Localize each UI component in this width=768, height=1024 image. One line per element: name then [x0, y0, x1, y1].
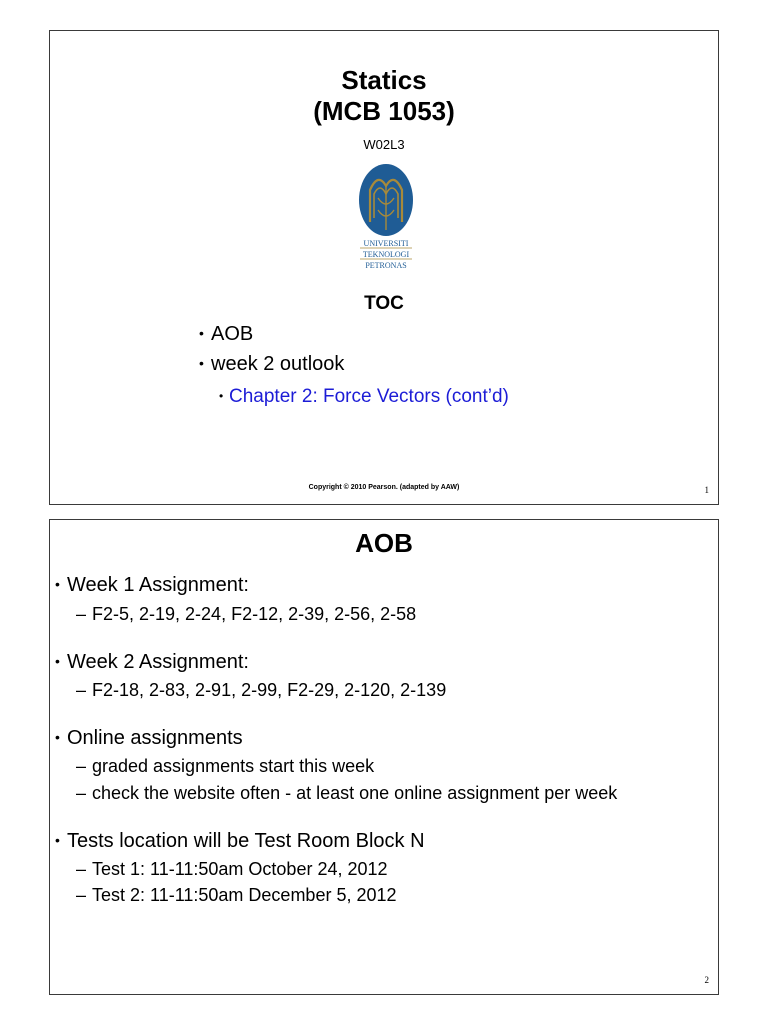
sub-item [76, 756, 374, 777]
lecture-code: W02L3 [363, 137, 405, 152]
list-item-label: Week 1 Assignment: [67, 574, 249, 596]
logo-text-3: PETRONAS [365, 261, 407, 270]
list-item-label: Online assignments [67, 727, 243, 749]
slide-2 [49, 519, 719, 995]
toc-sub-item [219, 386, 509, 408]
dash-marker: – [76, 680, 87, 700]
sub-item [76, 885, 397, 906]
slide-1 [49, 30, 719, 505]
dash-marker: – [76, 604, 87, 624]
dash-marker: – [76, 859, 87, 879]
bullet: • [55, 729, 60, 745]
bullet: • [55, 576, 60, 592]
bullet: • [199, 355, 204, 371]
list-item-label: Tests location will be Test Room Block N [67, 830, 425, 852]
sub-item [76, 604, 416, 625]
list-item [55, 727, 243, 750]
list-item [55, 830, 425, 853]
sub-item-label: Test 1: 11-11:50am October 24, 2012 [92, 859, 388, 879]
page-number: 2 [704, 975, 709, 985]
dash-marker: – [76, 783, 87, 803]
dash-marker: – [76, 756, 87, 776]
copyright-notice: Copyright © 2010 Pearson. (adapted by AAW) [308, 484, 460, 491]
toc-heading: TOC [364, 293, 404, 314]
sub-item [76, 680, 446, 701]
sub-item-label: check the website often - at least one online assignment per week [92, 783, 618, 803]
sub-item-label: Test 2: 11-11:50am December 5, 2012 [92, 885, 397, 905]
dash-marker: – [76, 885, 87, 905]
page-number: 1 [704, 485, 709, 495]
bullet: • [55, 653, 60, 669]
slide-title: AOB [355, 528, 413, 558]
title-line-1: Statics [341, 65, 427, 95]
bullet: • [219, 389, 224, 403]
list-item [55, 574, 249, 597]
sub-item-label: F2-5, 2-19, 2-24, F2-12, 2-39, 2-56, 2-58 [92, 604, 417, 624]
toc-item [199, 353, 344, 376]
logo-text-2: TEKNOLOGI [362, 250, 410, 259]
toc-sub-item-label: Chapter 2: Force Vectors (cont’d) [229, 386, 509, 407]
bullet: • [55, 832, 60, 848]
sub-item-label: F2-18, 2-83, 2-91, 2-99, F2-29, 2-120, 2-139 [92, 680, 447, 700]
utp-logo-icon [350, 164, 422, 274]
sub-item [76, 859, 388, 880]
logo-text-1: UNIVERSITI [363, 239, 409, 248]
sub-item [76, 783, 617, 804]
toc-item [199, 323, 253, 346]
toc-item-label: AOB [211, 323, 254, 345]
toc-item-label: week 2 outlook [211, 353, 345, 375]
title-line-2: (MCB 1053) [313, 96, 455, 126]
sub-item-label: graded assignments start this week [92, 756, 375, 776]
list-item-label: Week 2 Assignment: [67, 651, 249, 673]
list-item [55, 651, 249, 674]
bullet: • [199, 325, 204, 341]
slide-title [50, 65, 718, 127]
